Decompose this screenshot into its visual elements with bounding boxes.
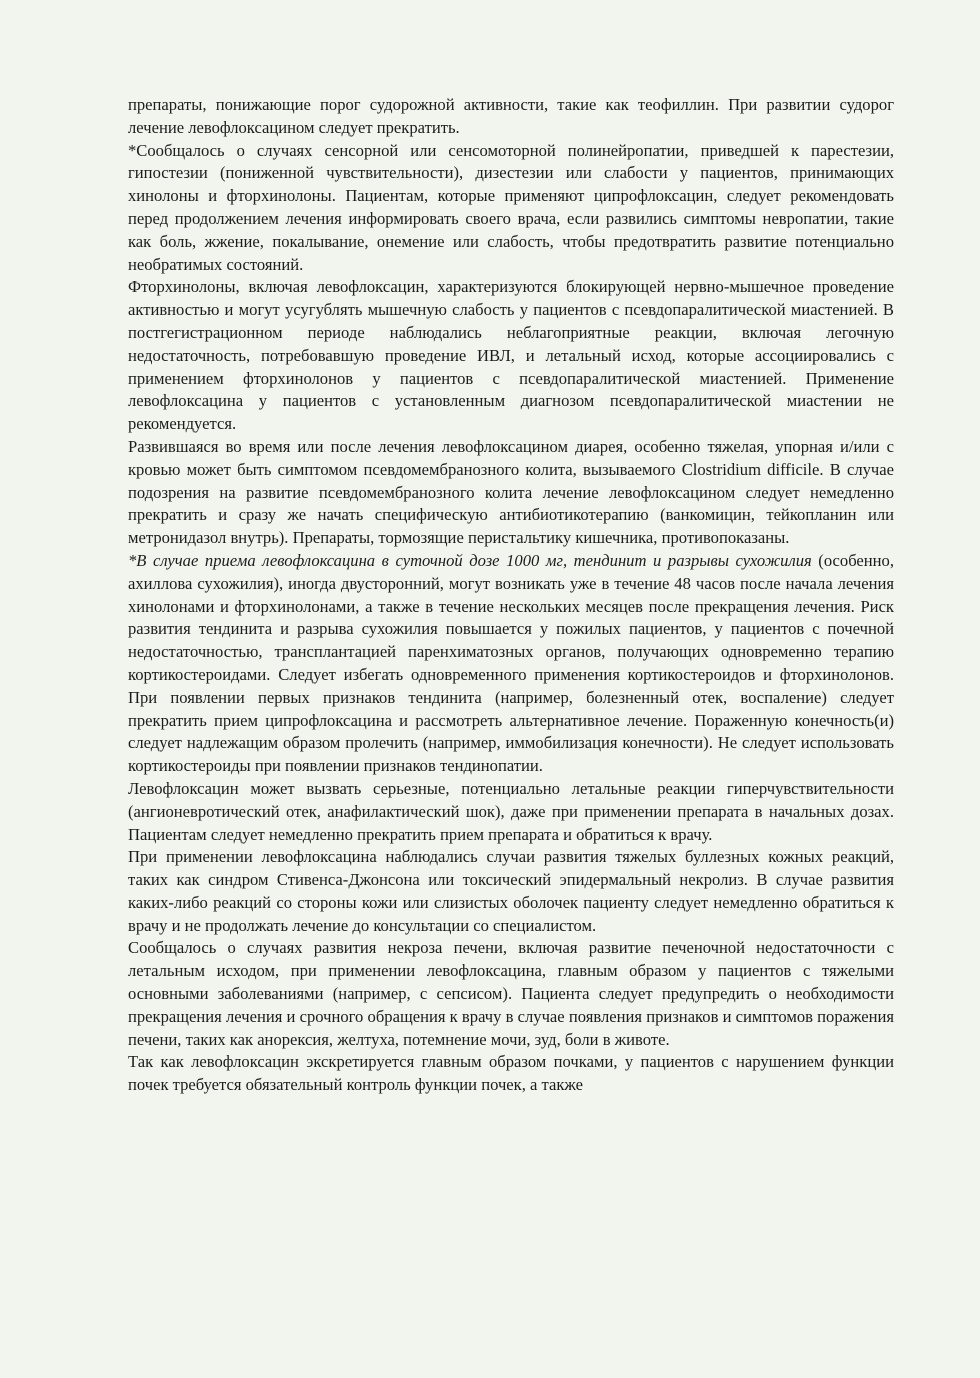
paragraph-text: (особенно, ахиллова сухожилия), иногда двусторонний, могут возникать уже в течение 48 часов после начала лечения хинолонами и фторхинолонами, а также в течение нескольких месяцев после прекращения лечения. Риск развития тендинита и разрыва сухожилия повышается у пожилых пациентов, у пациентов с почечной недостаточностью, трансплантацией паренхиматозных органов, получающих одновременно терапию кортикостероидами. Следует избегать одновременного применения кортикостероидов и фторхинолонов. При появлении первых признаков тендинита (например, болезненный отек, воспаление) следует прекратить прием ципрофлоксацина и рассмотреть альтернативное лечение. Пораженную конечность(и) следует надлежащим образом пролечить (например, иммобилизация конечности). Не следует использовать кортикостероиды при появлении признаков тендинопатии. [128,550,895,776]
paragraph-colitis [128,436,894,550]
paragraph-text: Левофлоксацин может вызвать серьезные, потенциально летальные реакции гиперчувствительности (ангионевротический отек, анафилактический шок), даже при применении препарата в начальных дозах. Пациентам следует немедленно прекратить прием препарата и обратиться к врачу. [128,778,894,844]
paragraph-polyneuropathy [128,140,894,277]
paragraph-italic-lead: *В случае приема левофлоксацина в суточной дозе 1000 мг, тендинит и разрывы сухожилия [128,550,812,570]
paragraph-skin-reactions [128,846,894,937]
paragraph-hypersensitivity [128,778,894,846]
paragraph-seizure-warning [128,94,894,140]
paragraph-myasthenia [128,276,894,436]
paragraph-text: Фторхинолоны, включая левофлоксацин, характеризуются блокирующей нервно-мышечное проведение активностью и могут усугублять мышечную слабость у пациентов с псевдопаралитической миастенией. В постгегистрационном периоде наблюдались неблагоприятные реакции, включая легочную недостаточность, потребовавшую проведение ИВЛ, и летальный исход, которые ассоциировались с применением фторхинолонов у пациентов с псевдопаралитической миастенией. Применение левофлоксацина у пациентов с установленным диагнозом псевдопаралитической миастении не рекомендуется. [128,277,894,434]
paragraph-text: препараты, понижающие порог судорожной активности, такие как теофиллин. При развитии судорог лечение левофлоксацином следует прекратить. [128,95,894,137]
paragraph-liver-necrosis [128,937,894,1051]
paragraph-text: Развившаяся во время или после лечения левофлоксацином диарея, особенно тяжелая, упорная и/или с кровью может быть симптомом псевдомембранозного колита, вызываемого Clostridium difficile. В случае подозрения на развитие псевдомембранозного колита лечение левофлоксацином следует немедленно прекратить и сразу же начать специфическую антибиотикотерапию (ванкомицин, тейкопланин или метронидазол внутрь). Препараты, тормозящие перистальтику кишечника, противопоказаны. [128,436,894,548]
paragraph-renal-function [128,1051,894,1097]
paragraph-tendinitis [128,550,894,778]
paragraph-text: *Сообщалось о случаях сенсорной или сенсомоторной полинейропатии, приведшей к парестезии, гипостезии (пониженной чувствительности), дизестезии или слабости у пациентов, принимающих хинолоны и фторхинолоны. Пациентам, которые применяют ципрофлоксацин, следует рекомендовать перед продолжением лечения информировать своего врача, если развились симптомы невропатии, такие как боль, жжение, покалывание, онемение или слабость, чтобы предотвратить развитие потенциально необратимых состояний. [128,140,894,274]
document-text [128,94,894,1097]
paragraph-text: При применении левофлоксацина наблюдались случаи развития тяжелых буллезных кожных реакций, таких как синдром Стивенса-Джонсона или токсический эпидермальный некролиз. В случае развития каких-либо реакций со стороны кожи или слизистых оболочек пациенту следует немедленно обратиться к врачу и не продолжать лечение до консультации со специалистом. [128,847,894,935]
paragraph-text: Сообщалось о случаях развития некроза печени, включая развитие печеночной недостаточности с летальным исходом, при применении левофлоксацина, главным образом у пациентов с тяжелыми основными заболеваниями (например, с сепсисом). Пациента следует предупредить о необходимости прекращения лечения и срочного обращения к врачу в случае появления признаков и симптомов поражения печени, таких как анорексия, желтуха, потемнение мочи, зуд, боли в животе. [128,938,894,1049]
paragraph-text: Так как левофлоксацин экскретируется главным образом почками, у пациентов с нарушением функции почек требуется обязательный контроль функции почек, а также [128,1052,894,1095]
